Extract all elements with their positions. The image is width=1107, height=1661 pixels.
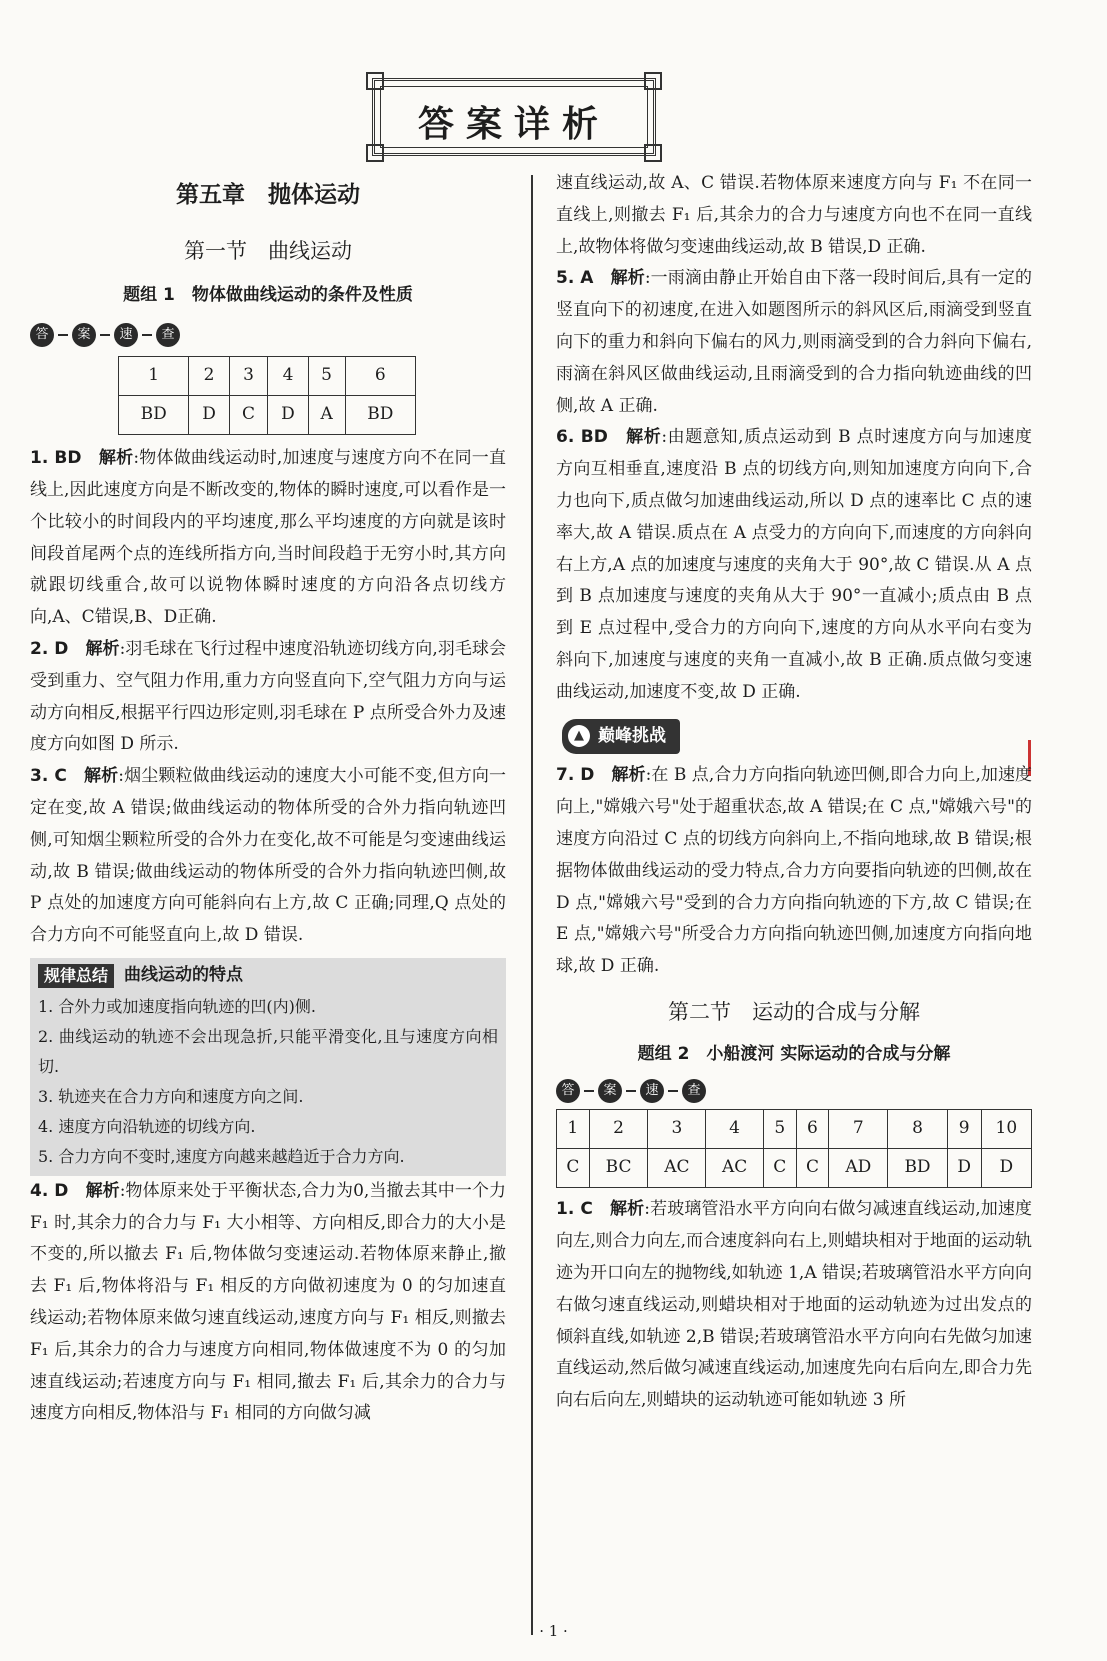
table-cell: 1 <box>119 357 189 396</box>
answer-table-2 <box>556 1109 1032 1188</box>
table-cell: C <box>229 396 268 435</box>
badge-char: 答 <box>556 1079 580 1103</box>
analysis-label: 解析 <box>84 766 119 787</box>
table-cell: AC <box>648 1149 706 1188</box>
analysis-label: 解析 <box>611 765 646 786</box>
table-cell: 9 <box>947 1110 981 1149</box>
analysis-label: 解析 <box>85 638 120 659</box>
answer-item <box>30 761 506 952</box>
table-cell: D <box>947 1149 981 1188</box>
answer-item <box>556 760 1032 983</box>
answer-table-1 <box>118 356 416 435</box>
analysis-text: :物体做曲线运动时,加速度与速度方向不在同一直线上,因此速度方向是不断改变的,物体的瞬时速度,可以看作是一个比较小的时间段内的平均速度,那么平均速度的方向就是该时间段首尾两个点的连线所指方向,当时间段趋于无穷小时,其方向就跟切线重合,故可以说物体瞬时速度的方向沿各点切线方向,A、C错误,B、D正确. <box>30 448 507 628</box>
summary-item: 4. 速度方向沿轨迹的切线方向. <box>38 1116 256 1136</box>
table-cell: 3 <box>648 1110 706 1149</box>
table-cell: 5 <box>763 1110 796 1149</box>
analysis-text: :物体原来处于平衡状态,合力为0,当撤去其中一个力 F₁ 时,其余力的合力与 F₁ 大小相等、方向相反,即合力的大小是不变的,所以撤去 F₁ 后,物体做匀变速运动.若物体原来静止,撤去 F₁ 后,物体将沿与 F₁ 相反的方向做初速度为 0 的匀加速直线运动;若物体原来做匀速直线运动,速度方向与 F₁ 相反,则撤去 F₁ 后,其余力的合力与速度方向相同,物体做速度不为 0 的匀加速直线运动;若速度方向与 F₁ 相同,撤去 F₁ 后,其余力的合力与速度方向相反,物体沿与 F₁ 相同的方向做匀减 <box>30 1180 506 1424</box>
table-cell: 4 <box>268 357 308 396</box>
table-cell: 7 <box>829 1110 888 1149</box>
answer-item <box>556 263 1032 422</box>
table-cell: D <box>268 396 308 435</box>
left-column <box>30 178 506 1430</box>
analysis-text: :羽毛球在飞行过程中速度沿轨迹切线方向,羽毛球会受到重力、空气阻力作用,重力方向竖直向下,空气阻力方向与运动方向相反,根据平行四边形定则,羽毛球在 P 点所受合外力及速度方向如图 D 所示. <box>30 638 506 755</box>
analysis-label: 解析 <box>98 448 134 469</box>
summary-tag: 规律总结 <box>38 964 114 988</box>
chapter-title: 第五章 抛体运动 <box>176 182 360 208</box>
summary-item: 3. 轨迹夹在合力方向和速度方向之间. <box>38 1086 304 1106</box>
page-title-frame <box>372 78 656 156</box>
table-cell: 10 <box>981 1110 1031 1149</box>
page-title: 答案详析 <box>417 103 610 145</box>
summary-item: 1. 合外力或加速度指向轨迹的凹(内)侧. <box>38 996 316 1016</box>
table-row <box>557 1149 1032 1188</box>
answer-number: 5. A <box>556 268 594 289</box>
right-column <box>556 168 1032 1417</box>
table-cell: 3 <box>229 357 268 396</box>
table-cell: D <box>981 1149 1031 1188</box>
challenge-label: 巅峰挑战 <box>598 725 666 746</box>
table-cell: 8 <box>888 1110 947 1149</box>
challenge-banner <box>562 719 1032 755</box>
group-title: 题组 1 物体做曲线运动的条件及性质 <box>123 284 413 305</box>
table-cell: 1 <box>557 1110 590 1149</box>
answer-item <box>30 443 506 634</box>
table-cell: 2 <box>189 357 229 396</box>
summary-header <box>38 960 498 992</box>
challenge-tag <box>562 719 680 755</box>
answer-item-continued: 速直线运动,故 A、C 错误.若物体原来速度方向与 F₁ 不在同一直线上,则撤去 F₁ 后,其余力的合力与速度方向也不在同一直线上,故物体将做匀变速曲线运动,故 B 错误,D 正确. <box>556 173 1032 257</box>
page-number: · 1 · <box>539 1622 568 1640</box>
table-cell: AC <box>706 1149 764 1188</box>
table-cell: BD <box>888 1149 947 1188</box>
analysis-label: 解析 <box>610 268 645 289</box>
badge-char: 查 <box>682 1079 706 1103</box>
badge-char: 速 <box>114 323 138 347</box>
table-cell: AD <box>829 1149 888 1188</box>
table-cell: 6 <box>345 357 415 396</box>
answer-number: 3. C <box>30 766 67 787</box>
column-divider <box>531 175 533 1635</box>
answer-item <box>556 1194 1032 1417</box>
analysis-text: :在 B 点,合力方向指向轨迹凹侧,即合力向上,加速度向上,"嫦娥六号"处于超重状态,故 A 错误;在 C 点,"嫦娥六号"的速度方向沿过 C 点的切线方向斜向上,不指向地球,故 B 错误;根据物体做曲线运动的受力特点,合力方向要指向轨迹的凹侧,故在 D 点,"嫦娥六号"受到的合力方向指向轨迹的下方,故 C 错误;在 E 点,"嫦娥六号"所受合力方向指向轨迹凹侧,加速度方向指向地球,故 D 正确. <box>556 765 1033 977</box>
answer-item <box>30 1176 506 1430</box>
badge-char: 速 <box>640 1079 664 1103</box>
summary-title: 曲线运动的特点 <box>124 964 244 985</box>
table-cell: C <box>796 1149 829 1188</box>
summary-item: 2. 曲线运动的轨迹不会出现急折,只能平滑变化,且与速度方向相切. <box>38 1026 498 1076</box>
analysis-text: :若玻璃管沿水平方向向右做匀减速直线运动,加速度向左,则合力向左,而合速度斜向右上,则蜡块相对于地面的运动轨迹为开口向左的抛物线,如轨迹 1,A 错误;若玻璃管沿水平方向向右做匀速直线运动,则蜡块相对于地面的运动轨迹为过出发点的倾斜直线,如轨迹 2,B 错误;若玻璃管沿水平方向向右先做匀加速直线运动,然后做匀减速直线运动,加速度先向右后向左,即合力先向右后向左,则蜡块的运动轨迹可能如轨迹 3 所 <box>556 1199 1033 1411</box>
analysis-label: 解析 <box>85 1180 120 1201</box>
analysis-text: :一雨滴由静止开始自由下落一段时间后,具有一定的竖直向下的初速度,在进入如题图所示的斜风区后,雨滴受到竖直向下的重力和斜向下偏右的风力,则雨滴受到的合力斜向下偏右,雨滴在斜风区做曲线运动,且雨滴受到的合力指向轨迹曲线的凹侧,故 A 正确. <box>556 268 1032 416</box>
table-cell: BD <box>345 396 415 435</box>
summary-item: 5. 合力方向不变时,速度方向越来越趋近于合力方向. <box>38 1146 405 1166</box>
table-cell: BC <box>589 1149 648 1188</box>
answer-number: 1. C <box>556 1199 593 1220</box>
answer-item <box>556 422 1032 708</box>
analysis-text: :烟尘颗粒做曲线运动的速度大小可能不变,但方向一定在变,故 A 错误;做曲线运动的物体所受的合外力指向轨迹凹侧,可知烟尘颗粒所受的合外力在变化,故不可能是匀变速曲线运动,故 B 错误;做曲线运动的物体所受的合外力指向轨迹凹侧,故 P 点处的加速度方向可能斜向右上方,故 C 正确;同理,Q 点处的合力方向不可能竖直向上,故 D 错误. <box>30 766 507 946</box>
table-row <box>119 396 416 435</box>
answer-number: 6. BD <box>556 427 608 448</box>
answer-number: 4. D <box>30 1180 69 1201</box>
analysis-text: :由题意知,质点运动到 B 点时速度方向与加速度方向互相垂直,速度沿 B 点的切线方向,则知加速度方向向下,合力也向下,质点做匀加速曲线运动,所以 D 点的速率比 C 点的速率大,故 A 错误.质点在 A 点受力的方向向下,而速度的方向斜向右上方,A 点的加速度与速度的夹角大于 90°,故 C 错误.从 A 点到 B 点加速度与速度的夹角从大于 90°一直减小;质点由 B 点到 E 点过程中,受合力的方向向下,速度的方向从水平向右变为斜向下,加速度与速度的夹角一直减小,故 B 正确.质点做匀变速曲线运动,加速度不变,故 D 正确. <box>556 427 1033 702</box>
table-cell: C <box>763 1149 796 1188</box>
table-cell: D <box>189 396 229 435</box>
table-row <box>119 357 416 396</box>
table-cell: C <box>557 1149 590 1188</box>
section-title: 第二节 运动的合成与分解 <box>668 999 920 1024</box>
group-title: 题组 2 小船渡河 实际运动的合成与分解 <box>637 1043 951 1064</box>
table-row <box>557 1110 1032 1149</box>
answer-number: 2. D <box>30 638 69 659</box>
analysis-label: 解析 <box>626 427 662 448</box>
table-cell: 6 <box>796 1110 829 1149</box>
table-cell: 2 <box>589 1110 648 1149</box>
answer-quick-check-badge <box>556 1079 706 1103</box>
answer-number: 1. BD <box>30 448 82 469</box>
mountain-icon: ▲ <box>568 725 590 747</box>
answer-number: 7. D <box>556 765 595 786</box>
table-cell: 5 <box>308 357 345 396</box>
analysis-label: 解析 <box>610 1199 645 1220</box>
badge-char: 查 <box>156 323 180 347</box>
badge-char: 答 <box>30 323 54 347</box>
table-cell: 4 <box>706 1110 764 1149</box>
answer-item <box>30 634 506 761</box>
summary-box <box>30 958 506 1176</box>
table-cell: A <box>308 396 345 435</box>
badge-char: 案 <box>72 323 96 347</box>
section-title: 第一节 曲线运动 <box>184 238 352 263</box>
badge-char: 案 <box>598 1079 622 1103</box>
table-cell: BD <box>119 396 189 435</box>
answer-quick-check-badge <box>30 323 180 347</box>
